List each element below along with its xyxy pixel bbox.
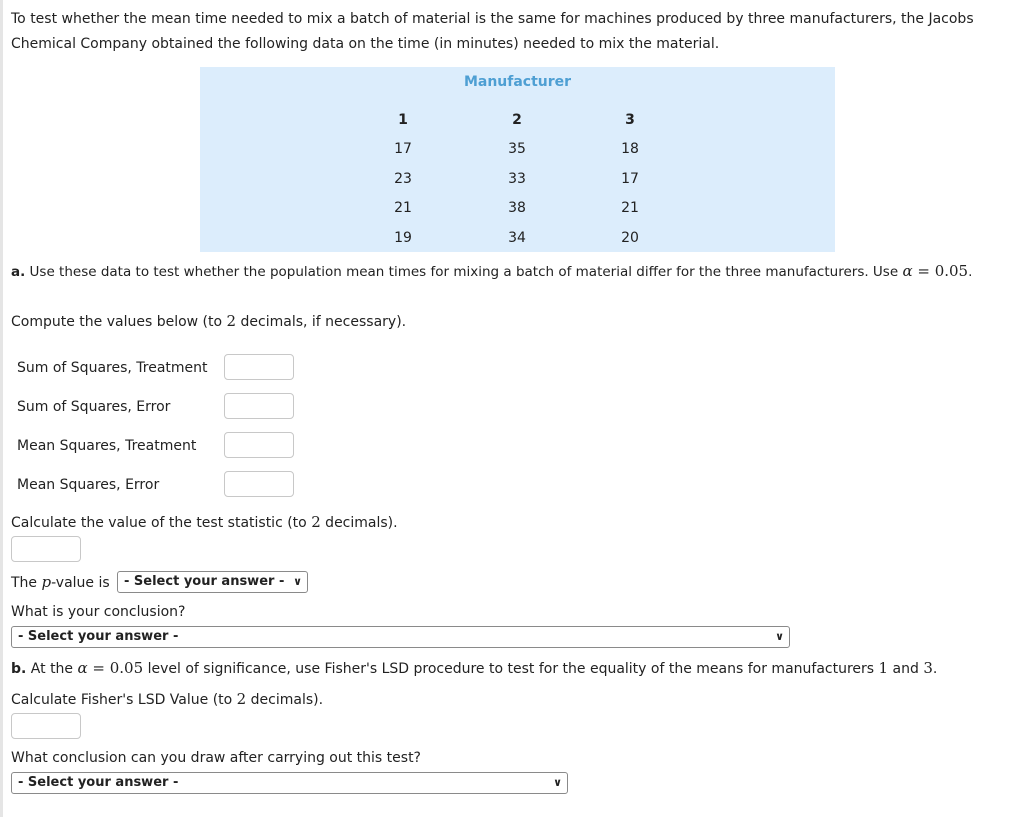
ms-treatment-input[interactable] bbox=[224, 432, 294, 458]
table-cell: 34 bbox=[508, 229, 526, 246]
ms-error-label: Mean Squares, Error bbox=[17, 477, 160, 493]
table-cell: 20 bbox=[621, 229, 639, 246]
lsd-input[interactable] bbox=[11, 713, 81, 739]
select-value: - Select your answer - bbox=[18, 775, 179, 790]
part-a-question bbox=[11, 262, 972, 280]
table-cell: 19 bbox=[394, 229, 412, 246]
data-table bbox=[200, 67, 835, 252]
test-statistic-instruction bbox=[11, 513, 398, 531]
test-statistic-input[interactable] bbox=[11, 536, 81, 562]
text: decimals). bbox=[246, 692, 324, 708]
text: Calculate Fisher's LSD Value (to bbox=[11, 692, 237, 708]
decimals-number: 2 bbox=[236, 690, 247, 708]
table-cell: 21 bbox=[394, 200, 412, 216]
text: -value is bbox=[51, 575, 110, 591]
part-b-label: b. bbox=[11, 661, 27, 677]
column-header: 1 bbox=[398, 112, 408, 128]
equals-sign: = bbox=[87, 659, 110, 677]
lsd-instruction bbox=[11, 690, 323, 708]
p-symbol: p bbox=[41, 573, 52, 591]
table-column-1 bbox=[373, 106, 433, 253]
final-conclusion-select[interactable] bbox=[11, 772, 568, 794]
alpha-symbol: α bbox=[902, 262, 913, 280]
select-value: - Select your answer - bbox=[18, 629, 179, 644]
text: The bbox=[11, 575, 42, 591]
text: and bbox=[888, 661, 924, 677]
compute-instruction bbox=[11, 312, 406, 330]
text: decimals, if necessary). bbox=[236, 314, 407, 330]
table-cell: 17 bbox=[621, 170, 639, 187]
equals-sign: = bbox=[912, 262, 935, 280]
part-a-text: Use these data to test whether the population mean times for mixing a batch of material differ for the three manufacturers. Use bbox=[25, 264, 903, 280]
ss-error-input[interactable] bbox=[224, 393, 294, 419]
table-column-3 bbox=[600, 106, 660, 253]
table-cell: 35 bbox=[508, 141, 526, 157]
text: Compute the values below (to bbox=[11, 314, 227, 330]
alpha-value: 0.05 bbox=[109, 659, 144, 677]
chevron-down-icon: ∨ bbox=[293, 575, 302, 588]
table-cell: 21 bbox=[621, 200, 639, 216]
table-title: Manufacturer bbox=[463, 74, 572, 90]
manufacturer-number: 3 bbox=[923, 659, 933, 677]
period: . bbox=[932, 661, 938, 677]
text: At the bbox=[26, 661, 78, 677]
ms-treatment-label: Mean Squares, Treatment bbox=[17, 438, 197, 454]
ms-error-input[interactable] bbox=[224, 471, 294, 497]
p-value-select[interactable] bbox=[117, 571, 308, 593]
chevron-down-icon: ∨ bbox=[775, 630, 784, 643]
ss-error-label: Sum of Squares, Error bbox=[17, 399, 171, 415]
column-header: 3 bbox=[625, 112, 635, 128]
table-cell: 23 bbox=[394, 170, 412, 187]
ss-treatment-input[interactable] bbox=[224, 354, 294, 380]
select-value: - Select your answer - bbox=[124, 574, 285, 589]
text: Calculate the value of the test statistic (to bbox=[11, 515, 312, 531]
part-b-question bbox=[11, 659, 937, 677]
text: decimals). bbox=[320, 515, 398, 531]
ss-treatment-label: Sum of Squares, Treatment bbox=[17, 360, 208, 376]
table-column-2 bbox=[487, 106, 547, 253]
alpha-value: 0.05 bbox=[934, 262, 969, 280]
manufacturer-number: 1 bbox=[878, 659, 889, 677]
period: . bbox=[968, 264, 973, 280]
column-header: 2 bbox=[512, 112, 522, 128]
table-cell: 17 bbox=[394, 141, 412, 157]
final-question: What conclusion can you draw after carrying out this test? bbox=[11, 750, 421, 766]
table-cell: 33 bbox=[508, 170, 526, 187]
alpha-symbol: α bbox=[77, 659, 88, 677]
left-border bbox=[0, 0, 3, 817]
table-cell: 18 bbox=[621, 141, 639, 157]
conclusion-select[interactable] bbox=[11, 626, 790, 648]
text: level of significance, use Fisher's LSD procedure to test for the equality of the means for manufacturers bbox=[143, 661, 879, 677]
chevron-down-icon: ∨ bbox=[553, 776, 562, 789]
part-a-label: a. bbox=[11, 264, 26, 280]
conclusion-question: What is your conclusion? bbox=[11, 604, 186, 620]
p-value-label bbox=[11, 573, 110, 591]
decimals-number: 2 bbox=[311, 513, 321, 531]
decimals-number: 2 bbox=[226, 312, 237, 330]
problem-intro: To test whether the mean time needed to mix a batch of material is the same for machines produced by three manufacturers, the Jacobs Chemical Company obtained the following data on the time (in minutes) needed to mix the material. bbox=[11, 11, 974, 52]
table-cell: 38 bbox=[508, 200, 526, 216]
